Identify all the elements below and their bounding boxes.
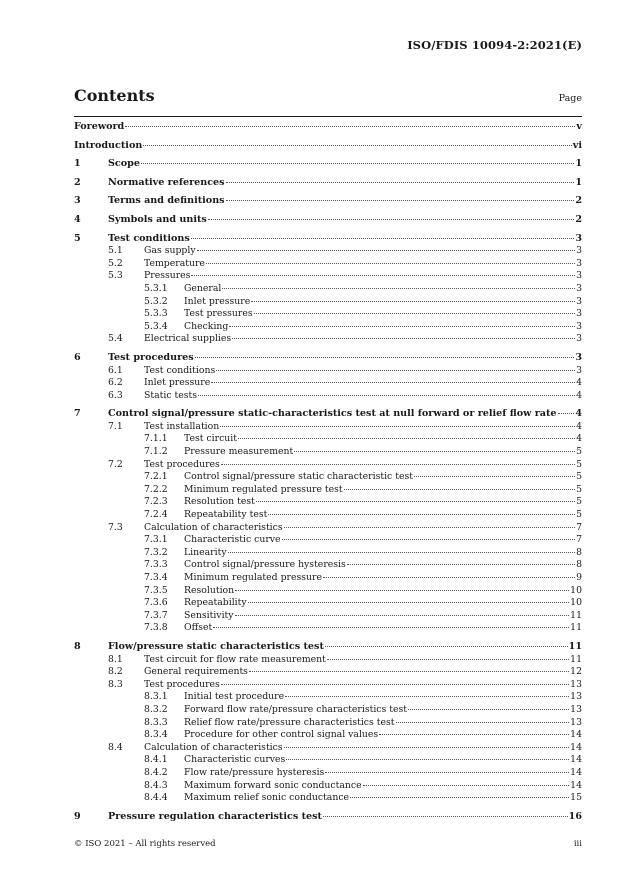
dot-leader <box>238 438 575 439</box>
toc-entry-page: 13 <box>570 678 582 690</box>
toc-entry[interactable] <box>74 421 582 434</box>
toc-entry-page: 13 <box>570 703 582 715</box>
toc-entry-title: Introduction <box>74 139 143 151</box>
toc-entry[interactable] <box>74 811 582 824</box>
toc-entry-page: 5 <box>576 509 582 521</box>
toc-entry-title: Flow/pressure static characteristics test <box>108 640 324 652</box>
toc-entry-title: Test procedures <box>108 351 194 363</box>
toc-entry[interactable] <box>74 622 582 635</box>
toc-entry-title: Test conditions <box>144 364 216 376</box>
toc-entry-page: vi <box>572 139 582 151</box>
toc-entry-page: 2 <box>575 195 582 207</box>
dot-leader <box>125 126 575 127</box>
toc-entry-title: Repeatability test <box>184 509 268 521</box>
toc-entry-title: Maximum relief sonic conductance <box>184 792 350 804</box>
toc-entry[interactable] <box>74 459 582 472</box>
toc-entry-title: Sensitivity <box>184 609 234 621</box>
toc-entry-number: 5.1 <box>108 245 123 257</box>
toc-entry-title: Static tests <box>144 389 198 401</box>
dot-leader <box>347 564 575 565</box>
toc-entry-page: 10 <box>570 597 582 609</box>
toc-entry-number: 5 <box>74 232 81 244</box>
toc-entry[interactable] <box>74 792 582 805</box>
dot-leader <box>558 413 575 414</box>
toc-entry-number: 5.2 <box>108 257 123 269</box>
contents-heading-row <box>74 86 582 105</box>
toc-entry-title: Temperature <box>144 257 205 269</box>
toc-entry[interactable] <box>74 767 582 780</box>
toc-entry-number: 8.3 <box>108 678 123 690</box>
toc-entry-number: 7.3.6 <box>144 597 168 609</box>
toc-entry-number: 7.3.1 <box>144 534 168 546</box>
toc-entry-number: 8.1 <box>108 653 123 665</box>
toc-entry[interactable] <box>74 321 582 334</box>
toc-entry-page: 14 <box>570 779 582 791</box>
toc-entry-title: Test circuit <box>184 433 237 445</box>
dot-leader <box>229 326 575 327</box>
toc-entry-title: Test procedures <box>144 678 220 690</box>
toc-entry-number: 8.3.4 <box>144 729 168 741</box>
toc-entry-title: Calculation of characteristics <box>144 521 283 533</box>
toc-entry-page: 14 <box>570 766 582 778</box>
toc-entry-number: 7.2 <box>108 458 123 470</box>
toc-entry-page: 5 <box>576 483 582 495</box>
toc-entry[interactable] <box>74 333 582 346</box>
dot-leader <box>220 426 575 427</box>
toc-entry-page: 5 <box>576 446 582 458</box>
toc-entry[interactable] <box>74 484 582 497</box>
toc-entry-title: Pressure measurement <box>184 446 294 458</box>
toc-entry-page: 3 <box>576 320 582 332</box>
toc-entry-page: 11 <box>570 609 582 621</box>
dot-leader <box>248 602 570 603</box>
toc-entry-title: Normative references <box>108 176 225 188</box>
toc-entry[interactable] <box>74 654 582 667</box>
toc-entry-title: Test pressures <box>184 308 253 320</box>
document-id: ISO/FDIS 10094-2:2021(E) <box>407 38 582 52</box>
toc-entry-title: Resolution test <box>184 496 255 508</box>
toc-entry-page: 10 <box>570 584 582 596</box>
toc-entry[interactable] <box>74 245 582 258</box>
toc-entry-number: 7.3.3 <box>144 559 168 571</box>
toc-entry-page: 3 <box>576 333 582 345</box>
toc-entry[interactable] <box>74 195 582 208</box>
dot-leader <box>226 200 575 201</box>
toc-entry-page: 4 <box>576 389 582 401</box>
dot-leader <box>408 709 569 710</box>
toc-entry-number: 2 <box>74 176 81 188</box>
toc-entry-number: 7.1.1 <box>144 433 168 445</box>
toc-entry-page: 3 <box>576 257 582 269</box>
dot-leader <box>208 219 574 220</box>
toc-entry-number: 6.3 <box>108 389 123 401</box>
toc-entry[interactable] <box>74 547 582 560</box>
toc-entry-title: Control signal/pressure static-characteristics test at null forward or relief flow rate <box>108 408 557 420</box>
toc-entry-page: 3 <box>576 295 582 307</box>
toc-entry-number: 7.3.7 <box>144 609 168 621</box>
toc-entry-title: General requirements <box>144 666 248 678</box>
toc-entry-page: 2 <box>575 213 582 225</box>
dot-leader <box>327 659 569 660</box>
dot-leader <box>284 527 575 528</box>
dot-leader <box>268 514 575 515</box>
toc-entry-number: 5.3.4 <box>144 320 168 332</box>
toc-entry[interactable] <box>74 296 582 309</box>
dot-leader <box>221 464 575 465</box>
dot-leader <box>323 577 575 578</box>
toc-entry[interactable] <box>74 717 582 730</box>
dot-leader <box>350 797 569 798</box>
dot-leader <box>325 772 569 773</box>
toc-entry-number: 6.1 <box>108 364 123 376</box>
toc-entry-number: 8 <box>74 640 81 652</box>
toc-entry-page: 3 <box>576 245 582 257</box>
toc-entry-number: 8.2 <box>108 666 123 678</box>
dot-leader <box>286 759 569 760</box>
toc-entry[interactable] <box>74 679 582 692</box>
toc-entry[interactable] <box>74 572 582 585</box>
toc-entry[interactable] <box>74 390 582 403</box>
toc-entry[interactable] <box>74 214 582 227</box>
dot-leader <box>414 476 575 477</box>
dot-leader <box>206 263 575 264</box>
toc-entry[interactable] <box>74 365 582 378</box>
toc-entry-page: 14 <box>570 729 582 741</box>
toc-entry-title: Test circuit for flow rate measurement <box>144 653 326 665</box>
toc-entry-title: Test procedures <box>144 458 220 470</box>
toc-entry[interactable] <box>74 352 582 365</box>
toc-entry-page: 4 <box>576 377 582 389</box>
toc-entry-page: 1 <box>575 158 582 170</box>
toc-entry-page: 11 <box>570 653 582 665</box>
toc-entry-number: 3 <box>74 195 81 207</box>
toc-entry-number: 5.3.1 <box>144 282 168 294</box>
toc-entry-page: 14 <box>570 754 582 766</box>
toc-entry-number: 7.3.5 <box>144 584 168 596</box>
dot-leader <box>235 590 569 591</box>
toc-entry[interactable] <box>74 471 582 484</box>
toc-entry[interactable] <box>74 496 582 509</box>
toc-entry-page: 5 <box>576 471 582 483</box>
toc-entry-number: 5.4 <box>108 333 123 345</box>
dot-leader <box>216 370 575 371</box>
toc-entry-number: 8.4 <box>108 741 123 753</box>
toc-entry-number: 8.4.3 <box>144 779 168 791</box>
toc-entry-number: 7.2.4 <box>144 509 168 521</box>
toc-entry-title: Test conditions <box>108 232 190 244</box>
toc-entry[interactable] <box>74 742 582 755</box>
page-number: iii <box>573 839 582 849</box>
table-of-contents <box>74 121 582 823</box>
dot-leader <box>396 722 570 723</box>
page-column-label: Page <box>558 93 582 104</box>
toc-entry-number: 5.3.2 <box>144 295 168 307</box>
toc-entry-title: Procedure for other control signal values <box>184 729 379 741</box>
toc-entry-page: 3 <box>576 270 582 282</box>
toc-entry-number: 7.3 <box>108 521 123 533</box>
dot-leader <box>256 501 575 502</box>
toc-entry[interactable] <box>74 258 582 271</box>
toc-entry-number: 7 <box>74 408 81 420</box>
toc-entry[interactable] <box>74 522 582 535</box>
toc-entry[interactable] <box>74 158 582 171</box>
toc-entry-page: 8 <box>576 559 582 571</box>
toc-entry[interactable] <box>74 780 582 793</box>
dot-leader <box>143 145 571 146</box>
toc-entry[interactable] <box>74 754 582 767</box>
dot-leader <box>222 288 575 289</box>
toc-entry-page: 8 <box>576 546 582 558</box>
dot-leader <box>232 338 575 339</box>
toc-entry-number: 8.4.1 <box>144 754 168 766</box>
toc-entry-number: 9 <box>74 810 81 822</box>
toc-entry-number: 8.3.1 <box>144 691 168 703</box>
toc-entry-number: 7.1 <box>108 420 123 432</box>
toc-entry-title: Checking <box>184 320 229 332</box>
toc-entry[interactable] <box>74 283 582 296</box>
dot-leader <box>235 615 570 616</box>
toc-entry-number: 4 <box>74 213 81 225</box>
toc-entry-number: 7.3.2 <box>144 546 168 558</box>
toc-entry-number: 8.3.3 <box>144 716 168 728</box>
toc-entry-title: Flow rate/pressure hysteresis <box>184 766 325 778</box>
toc-entry-number: 6.2 <box>108 377 123 389</box>
dot-leader <box>213 627 569 628</box>
toc-entry-title: Inlet pressure <box>144 377 211 389</box>
toc-entry-page: 3 <box>576 364 582 376</box>
toc-entry-title: Maximum forward sonic conductance <box>184 779 362 791</box>
toc-entry-page: 11 <box>568 640 582 652</box>
dot-leader <box>191 275 575 276</box>
toc-entry[interactable] <box>74 691 582 704</box>
toc-entry[interactable] <box>74 509 582 522</box>
toc-entry-number: 5.3 <box>108 270 123 282</box>
dot-leader <box>141 163 574 164</box>
toc-entry-page: 13 <box>570 691 582 703</box>
toc-entry-number: 7.3.4 <box>144 572 168 583</box>
toc-entry-page: 4 <box>575 408 582 420</box>
toc-entry[interactable] <box>74 408 582 421</box>
toc-entry-number: 8.4.4 <box>144 792 168 804</box>
toc-entry[interactable] <box>74 270 582 283</box>
toc-entry[interactable] <box>74 585 582 598</box>
toc-entry-title: Minimum regulated pressure test <box>184 483 343 495</box>
dot-leader <box>254 313 575 314</box>
toc-entry[interactable] <box>74 140 582 153</box>
toc-entry[interactable] <box>74 597 582 610</box>
dot-leader <box>226 182 575 183</box>
toc-entry-title: Offset <box>184 622 213 634</box>
toc-entry-page: 3 <box>575 232 582 244</box>
dot-leader <box>284 747 570 748</box>
toc-entry[interactable] <box>74 377 582 390</box>
toc-entry-page: 3 <box>575 351 582 363</box>
toc-entry-title: Linearity <box>184 546 227 558</box>
dot-leader <box>251 301 575 302</box>
dot-leader <box>191 238 575 239</box>
toc-entry-number: 7.2.3 <box>144 496 168 508</box>
dot-leader <box>249 671 569 672</box>
toc-entry[interactable] <box>74 729 582 742</box>
toc-entry-page: 7 <box>576 521 582 533</box>
toc-entry-title: Pressure regulation characteristics test <box>108 810 322 822</box>
toc-entry-title: Characteristic curve <box>184 534 281 546</box>
toc-entry[interactable] <box>74 704 582 717</box>
toc-entry-page: 11 <box>570 622 582 634</box>
toc-entry-title: Inlet pressure <box>184 295 251 307</box>
toc-entry-page: 3 <box>576 282 582 294</box>
toc-entry-title: Scope <box>108 158 140 170</box>
toc-entry-number: 7.3.8 <box>144 622 168 634</box>
dot-leader <box>344 489 575 490</box>
toc-entry-number: 5.3.3 <box>144 308 168 320</box>
toc-entry-page: 15 <box>570 792 582 804</box>
toc-entry[interactable] <box>74 641 582 654</box>
toc-entry[interactable] <box>74 233 582 246</box>
contents-title: Contents <box>74 86 155 105</box>
toc-entry-title: Electrical supplies <box>144 333 232 345</box>
toc-entry[interactable] <box>74 446 582 459</box>
toc-entry-title: Characteristic curves <box>184 754 286 766</box>
dot-leader <box>228 552 575 553</box>
toc-entry-number: 8.4.2 <box>144 766 168 778</box>
toc-entry-title: Terms and definitions <box>108 195 225 207</box>
dot-leader <box>211 382 575 383</box>
toc-entry-number: 7.2.1 <box>144 471 168 483</box>
toc-entry-number: 8.3.2 <box>144 703 168 715</box>
toc-entry-page: 16 <box>568 810 582 822</box>
toc-entry[interactable] <box>74 121 582 134</box>
toc-entry-page: 12 <box>570 666 582 678</box>
dot-leader <box>282 539 576 540</box>
toc-entry-page: 7 <box>576 534 582 546</box>
toc-entry-page: 13 <box>570 716 582 728</box>
dot-leader <box>198 395 575 396</box>
dot-leader <box>221 684 569 685</box>
toc-entry-title: Test installation <box>144 420 220 432</box>
toc-entry-number: 6 <box>74 351 81 363</box>
toc-entry-title: Forward flow rate/pressure characteristics test <box>184 703 407 715</box>
toc-entry-title: Resolution <box>184 584 235 596</box>
toc-entry[interactable] <box>74 177 582 190</box>
toc-entry-title: Relief flow rate/pressure characteristics test <box>184 716 395 728</box>
toc-entry[interactable] <box>74 534 582 547</box>
toc-entry-page: 14 <box>570 741 582 753</box>
toc-entry-page: v <box>576 121 582 132</box>
toc-entry-number: 1 <box>74 158 81 170</box>
toc-entry-title: Control signal/pressure hysteresis <box>184 559 346 571</box>
toc-entry-number: 7.2.2 <box>144 483 168 495</box>
toc-entry-title: Minimum regulated pressure <box>184 572 322 583</box>
toc-entry-page: 1 <box>575 176 582 188</box>
toc-entry-title: Gas supply <box>144 245 196 257</box>
dot-leader <box>195 357 575 358</box>
dot-leader <box>323 816 568 817</box>
toc-entry-page: 9 <box>576 572 582 583</box>
toc-entry-number: 7.1.2 <box>144 446 168 458</box>
toc-entry[interactable] <box>74 559 582 572</box>
toc-entry-page: 3 <box>576 308 582 320</box>
toc-entry-title: General <box>184 282 222 294</box>
toc-entry-page: 4 <box>576 420 582 432</box>
copyright-notice: © ISO 2021 – All rights reserved <box>74 839 216 849</box>
dot-leader <box>197 250 575 251</box>
toc-entry-title: Initial test procedure <box>184 691 285 703</box>
toc-entry-title: Repeatability <box>184 597 247 609</box>
toc-entry-title: Foreword <box>74 121 125 132</box>
dot-leader <box>325 646 568 647</box>
toc-entry[interactable] <box>74 666 582 679</box>
toc-entry-title: Control signal/pressure static characteristic test <box>184 471 413 483</box>
dot-leader <box>285 696 569 697</box>
toc-entry-page: 4 <box>576 433 582 445</box>
toc-entry-page: 5 <box>576 458 582 470</box>
toc-entry-title: Pressures <box>144 270 191 282</box>
toc-entry[interactable] <box>74 610 582 623</box>
toc-entry[interactable] <box>74 308 582 321</box>
dot-leader <box>379 734 569 735</box>
heading-rule <box>74 116 582 117</box>
toc-entry[interactable] <box>74 433 582 446</box>
toc-entry-title: Symbols and units <box>108 213 207 225</box>
toc-entry-page: 5 <box>576 496 582 508</box>
dot-leader <box>294 451 575 452</box>
dot-leader <box>363 785 570 786</box>
page-footer <box>74 839 582 849</box>
toc-entry-title: Calculation of characteristics <box>144 741 283 753</box>
